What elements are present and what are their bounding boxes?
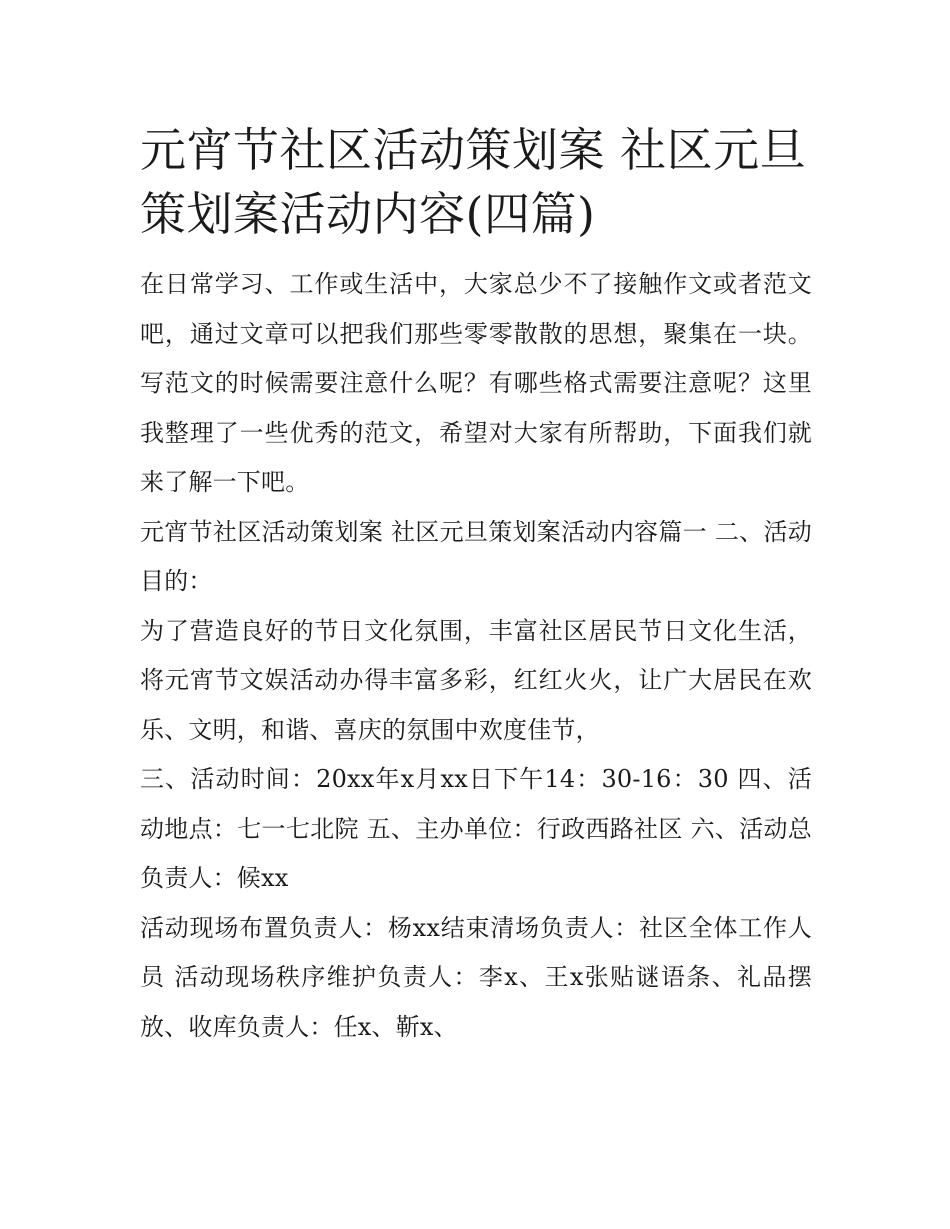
document-title: 元宵节社区活动策划案 社区元旦策划案活动内容(四篇) <box>140 123 807 241</box>
paragraph-intro: 在日常学习、工作或生活中，大家总少不了接触作文或者范文吧，通过文章可以把我们那些零零散散的思想，聚集在一块。写范文的时候需要注意什么呢？有哪些格式需要注意呢？这里我整理了一些优秀的范文，希望对大家有所帮助，下面我们就来了解一下吧。 <box>140 270 812 496</box>
paragraph-responsibilities: 活动现场布置负责人：杨xx结束清场负责人：社区全体工作人员 活动现场秩序维护负责人：李x、王x张贴谜语条、礼品摆放、收库负责人：任x、靳x、 <box>140 913 812 1041</box>
paragraph-section-heading: 元宵节社区活动策划案 社区元旦策划案活动内容篇一 二、活动目的： <box>140 517 812 595</box>
document-page <box>140 118 812 1052</box>
paragraph-time-place: 三、活动时间：20xx年x月xx日下午14：30-16：30 四、活动地点：七一七北院 五、主办单位：行政西路社区 六、活动总负责人：候xx <box>140 765 812 892</box>
paragraph-purpose: 为了营造良好的节日文化氛围，丰富社区居民节日文化生活，将元宵节文娱活动办得丰富多彩，红红火火，让广大居民在欢乐、文明，和谐、喜庆的氛围中欢度佳节， <box>140 616 812 744</box>
